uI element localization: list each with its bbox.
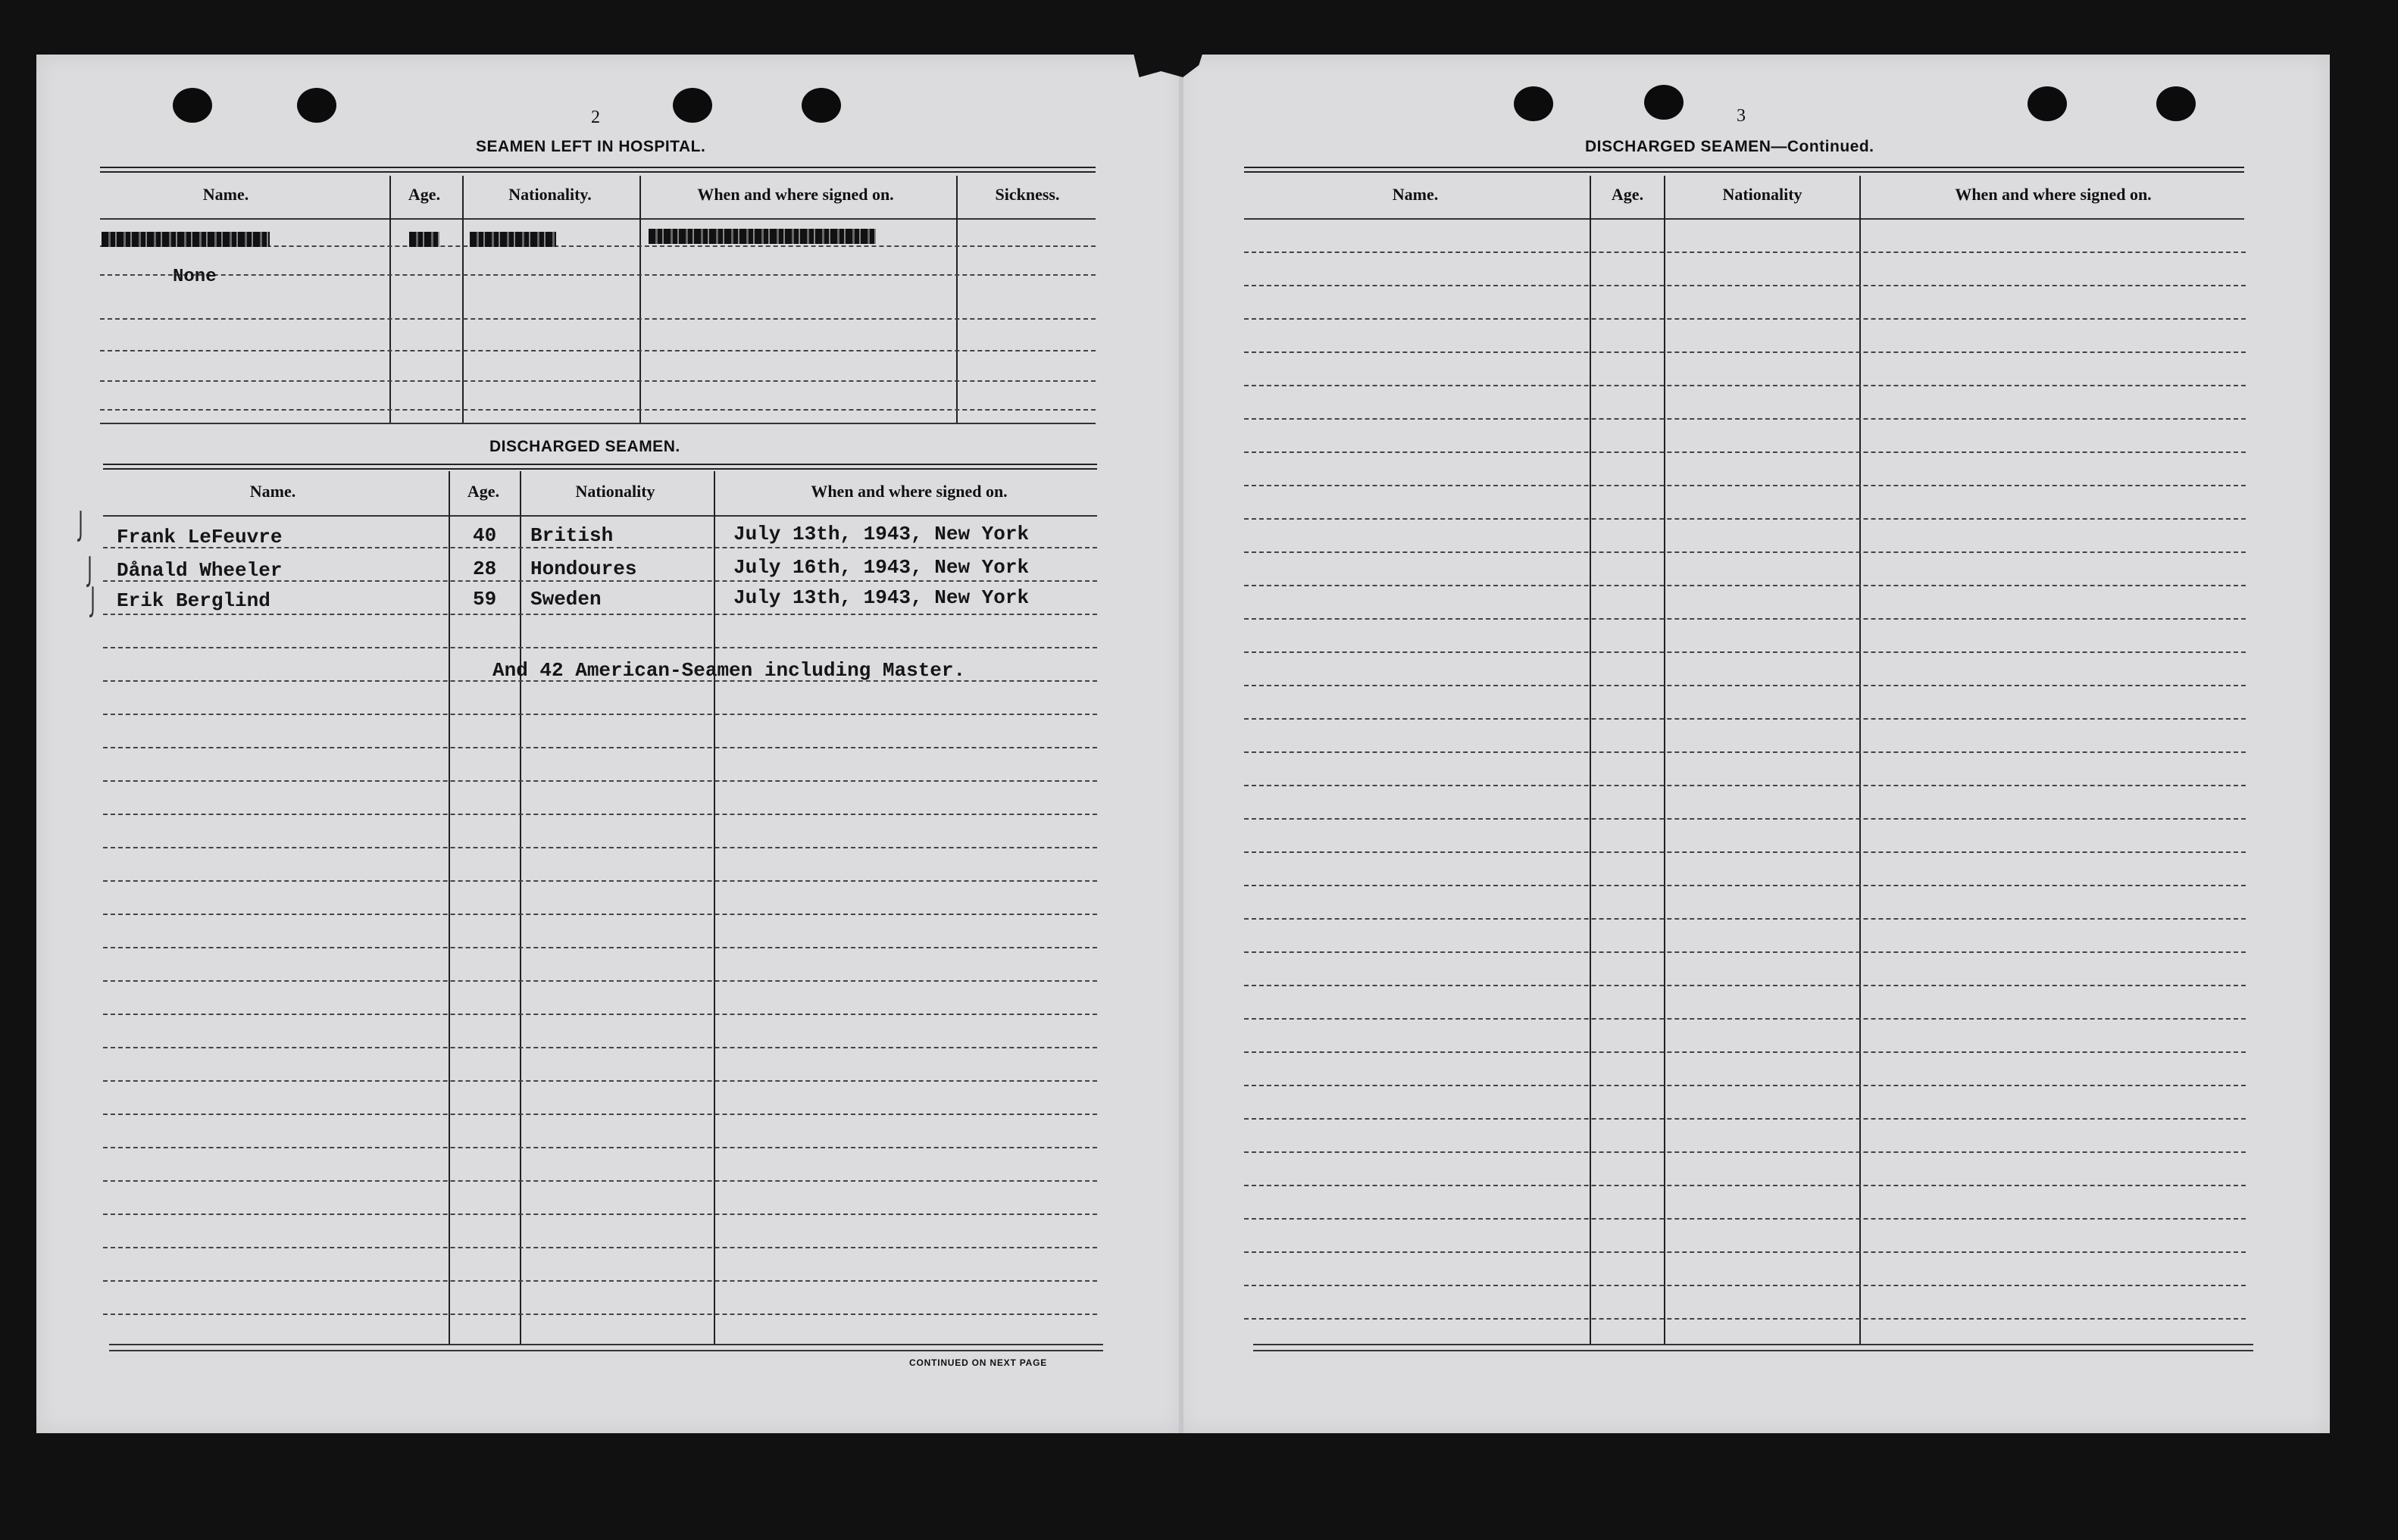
discharged-table-top-rule <box>103 464 1097 465</box>
row-line <box>103 814 1097 815</box>
row-line <box>103 1314 1097 1315</box>
crew-age: 40 <box>473 524 497 547</box>
discharged-header-rule <box>103 515 1097 517</box>
row-line <box>1244 485 2246 486</box>
page-number: 2 <box>591 108 600 127</box>
punch-hole <box>802 88 841 123</box>
row-line <box>1244 951 2246 953</box>
crew-name: Erik Berglind <box>117 589 270 612</box>
row-line <box>1244 1118 2246 1120</box>
row-line <box>100 318 1096 320</box>
crew-signed-on: July 16th, 1943, New York <box>733 556 1030 579</box>
row-line <box>1244 818 2246 820</box>
row-line <box>1244 751 2246 753</box>
discharged-col-name: Name. <box>249 482 296 501</box>
redacted-signed-on <box>649 229 876 244</box>
row-line <box>1244 418 2246 420</box>
crew-nationality: British <box>530 524 614 547</box>
row-line <box>1244 1218 2246 1220</box>
row-line <box>103 947 1097 948</box>
hospital-entry: None <box>173 267 217 287</box>
row-line <box>1244 385 2246 386</box>
crew-age: 59 <box>473 588 497 611</box>
row-line <box>1244 785 2246 786</box>
row-line <box>1244 1018 2246 1020</box>
row-line <box>1244 651 2246 653</box>
crew-signed-on: July 13th, 1943, New York <box>733 586 1030 609</box>
punch-hole <box>1644 85 1684 120</box>
row-line <box>1244 1185 2246 1186</box>
hospital-table-top-rule <box>100 167 1096 168</box>
hospital-col-nationality: Nationality. <box>508 185 592 204</box>
punch-hole <box>2156 86 2196 121</box>
row-line <box>1244 618 2246 620</box>
row-line <box>103 914 1097 915</box>
row-line <box>1244 251 2246 253</box>
right-page <box>1178 55 2330 1433</box>
row-line <box>1244 451 2246 453</box>
row-line <box>1244 1318 2246 1320</box>
hospital-col-sickness: Sickness. <box>995 185 1060 204</box>
row-line <box>103 880 1097 882</box>
crew-note: And 42 American-Seamen including Master. <box>492 659 966 682</box>
right-col-signed-on: When and where signed on. <box>1955 185 2152 204</box>
right-bottom-rule <box>1253 1350 2253 1351</box>
check-mark: J <box>87 550 92 589</box>
row-line <box>1244 351 2246 353</box>
crew-signed-on: July 13th, 1943, New York <box>733 523 1030 545</box>
punch-hole <box>1514 86 1553 121</box>
row-line <box>1244 318 2246 320</box>
left-page <box>36 55 1182 1433</box>
hospital-col-age: Age. <box>408 185 441 204</box>
right-col-nationality: Nationality <box>1722 185 1802 204</box>
redacted-nationality <box>470 232 556 247</box>
crew-nationality: Sweden <box>530 588 602 611</box>
hospital-header-rule <box>100 218 1096 220</box>
row-line <box>103 1080 1097 1082</box>
discharged-col-signed-on: When and where signed on. <box>811 482 1008 501</box>
hospital-col-divider <box>639 176 641 423</box>
row-line <box>1244 918 2246 920</box>
row-line <box>1244 1151 2246 1153</box>
row-line <box>1244 851 2246 853</box>
row-line <box>103 614 1097 615</box>
row-line <box>103 1247 1097 1248</box>
row-line <box>103 780 1097 782</box>
hospital-col-name: Name. <box>202 185 249 204</box>
row-line <box>103 1114 1097 1115</box>
page-fold <box>1179 55 1183 1433</box>
row-line <box>1244 718 2246 720</box>
row-line <box>1244 885 2246 886</box>
row-line <box>103 980 1097 982</box>
continued-note: CONTINUED ON NEXT PAGE <box>909 1357 1048 1368</box>
row-line <box>1244 518 2246 520</box>
row-line <box>100 350 1096 351</box>
hospital-col-signed-on: When and where signed on. <box>697 185 894 204</box>
row-line <box>103 1147 1097 1148</box>
page-number: 3 <box>1737 106 1746 126</box>
discharged-bottom-rule <box>109 1344 1103 1345</box>
row-line <box>100 380 1096 382</box>
row-line <box>103 847 1097 848</box>
hospital-col-divider <box>956 176 958 423</box>
crew-name: Dånald Wheeler <box>117 559 283 582</box>
discharged-col-age: Age. <box>467 482 500 501</box>
right-bottom-rule <box>1253 1344 2253 1345</box>
row-line <box>103 747 1097 748</box>
discharged-section-title: DISCHARGED SEAMEN. <box>489 438 680 455</box>
row-line <box>1244 685 2246 686</box>
hospital-col-divider <box>389 176 391 423</box>
hospital-table-bottom-rule <box>100 423 1096 424</box>
row-line <box>103 714 1097 715</box>
hospital-col-divider <box>462 176 464 423</box>
right-col-age: Age. <box>1611 185 1644 204</box>
row-line <box>103 1047 1097 1048</box>
row-line <box>1244 1285 2246 1286</box>
crew-age: 28 <box>473 558 497 580</box>
row-line <box>1244 985 2246 986</box>
row-line <box>103 1214 1097 1215</box>
punch-hole <box>2028 86 2067 121</box>
punch-hole <box>173 88 212 123</box>
discharged-col-nationality: Nationality <box>575 482 655 501</box>
check-mark: J <box>90 580 95 619</box>
row-line <box>1244 551 2246 553</box>
row-line <box>100 274 1096 276</box>
punch-hole <box>297 88 336 123</box>
row-line <box>1244 1085 2246 1086</box>
punch-hole <box>673 88 712 123</box>
discharged-bottom-rule <box>109 1350 1103 1351</box>
hospital-section-title: SEAMEN LEFT IN HOSPITAL. <box>476 138 706 155</box>
row-line <box>1244 585 2246 586</box>
row-line <box>1244 1251 2246 1253</box>
crew-name: Frank LeFeuvre <box>117 526 283 548</box>
row-line <box>1244 285 2246 286</box>
redacted-name <box>102 232 270 247</box>
check-mark: J <box>78 504 83 543</box>
row-line <box>103 1180 1097 1182</box>
redacted-age <box>409 232 439 247</box>
row-line <box>100 409 1096 411</box>
row-line <box>103 1280 1097 1282</box>
row-line <box>1244 1051 2246 1053</box>
row-line <box>103 647 1097 648</box>
right-table-top-rule <box>1244 167 2244 168</box>
crew-nationality: Hondoures <box>530 558 637 580</box>
right-col-name: Name. <box>1392 185 1439 204</box>
discharged-continued-title: DISCHARGED SEAMEN—Continued. <box>1585 138 1874 155</box>
row-line <box>103 1014 1097 1015</box>
right-header-rule <box>1244 218 2244 220</box>
